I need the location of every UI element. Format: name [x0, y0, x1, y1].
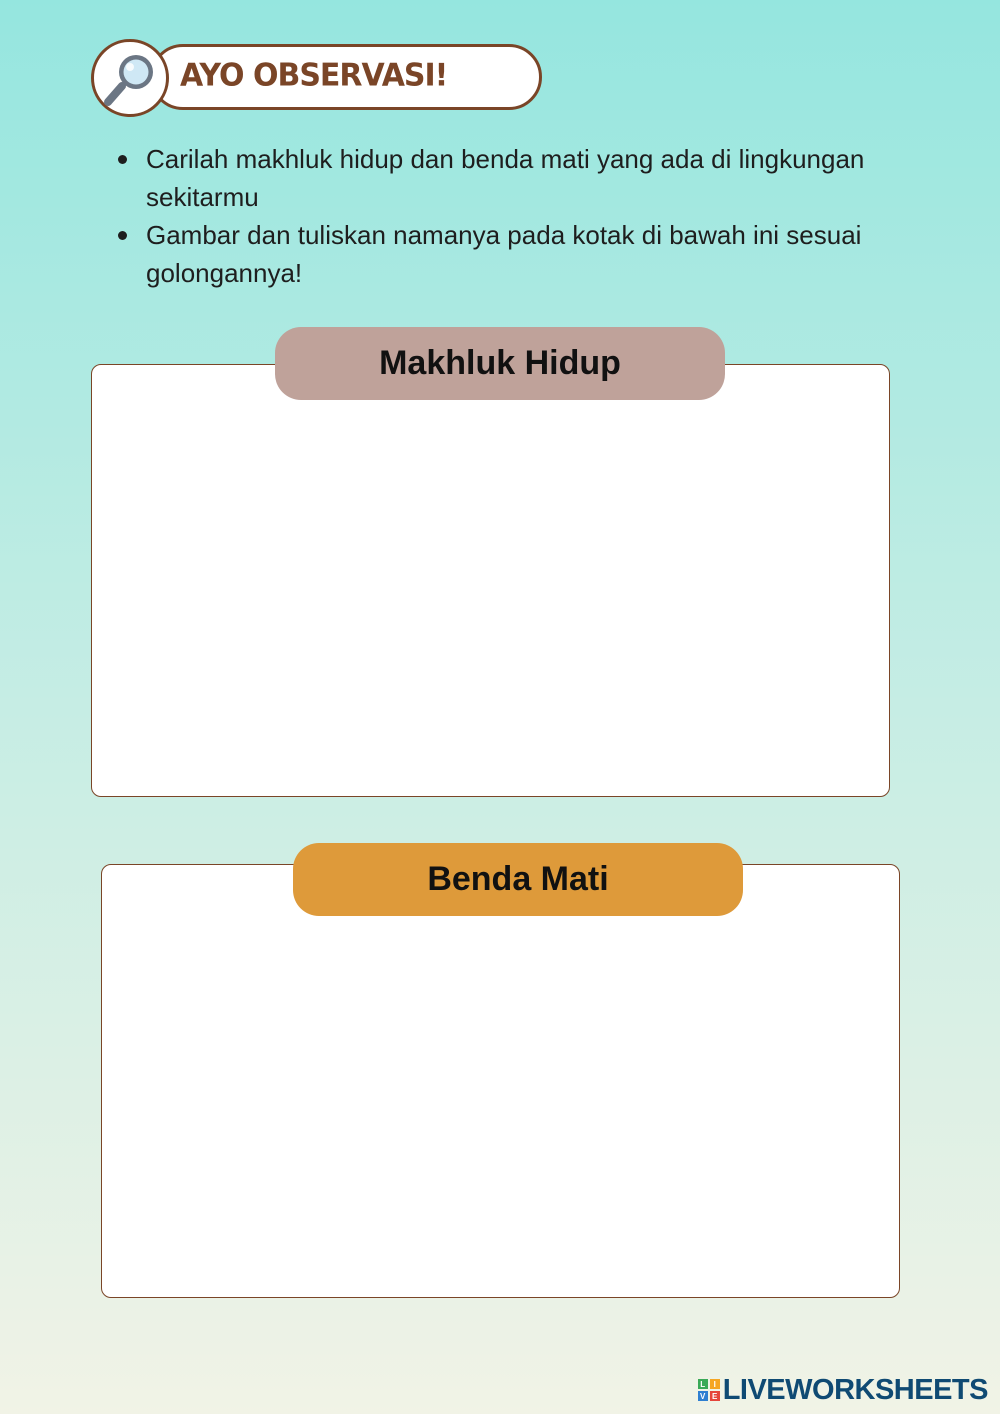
benda-mati-label: Benda Mati: [293, 843, 743, 916]
logo-text: LIVEWORKSHEETS: [722, 1373, 988, 1406]
logo-letter: V: [698, 1391, 708, 1401]
liveworksheets-logo: [698, 1372, 988, 1408]
makhluk-hidup-drawing-area[interactable]: [91, 364, 890, 797]
instruction-list: [108, 140, 926, 292]
logo-letter: E: [710, 1391, 720, 1401]
magnifying-glass-icon: [102, 50, 160, 108]
instruction-item: Gambar dan tuliskan namanya pada kotak di bawah ini sesuai golongannya!: [146, 216, 926, 292]
logo-letter: I: [710, 1379, 720, 1389]
benda-mati-drawing-area[interactable]: [101, 864, 900, 1298]
instruction-item: Carilah makhluk hidup dan benda mati yang ada di lingkungan sekitarmu: [146, 140, 926, 216]
logo-letter: L: [698, 1379, 708, 1389]
logo-grid-icon: [698, 1379, 720, 1401]
page-title: AYO OBSERVASI!: [180, 57, 448, 94]
magnifier-badge: [91, 39, 169, 117]
makhluk-hidup-label: Makhluk Hidup: [275, 327, 725, 400]
